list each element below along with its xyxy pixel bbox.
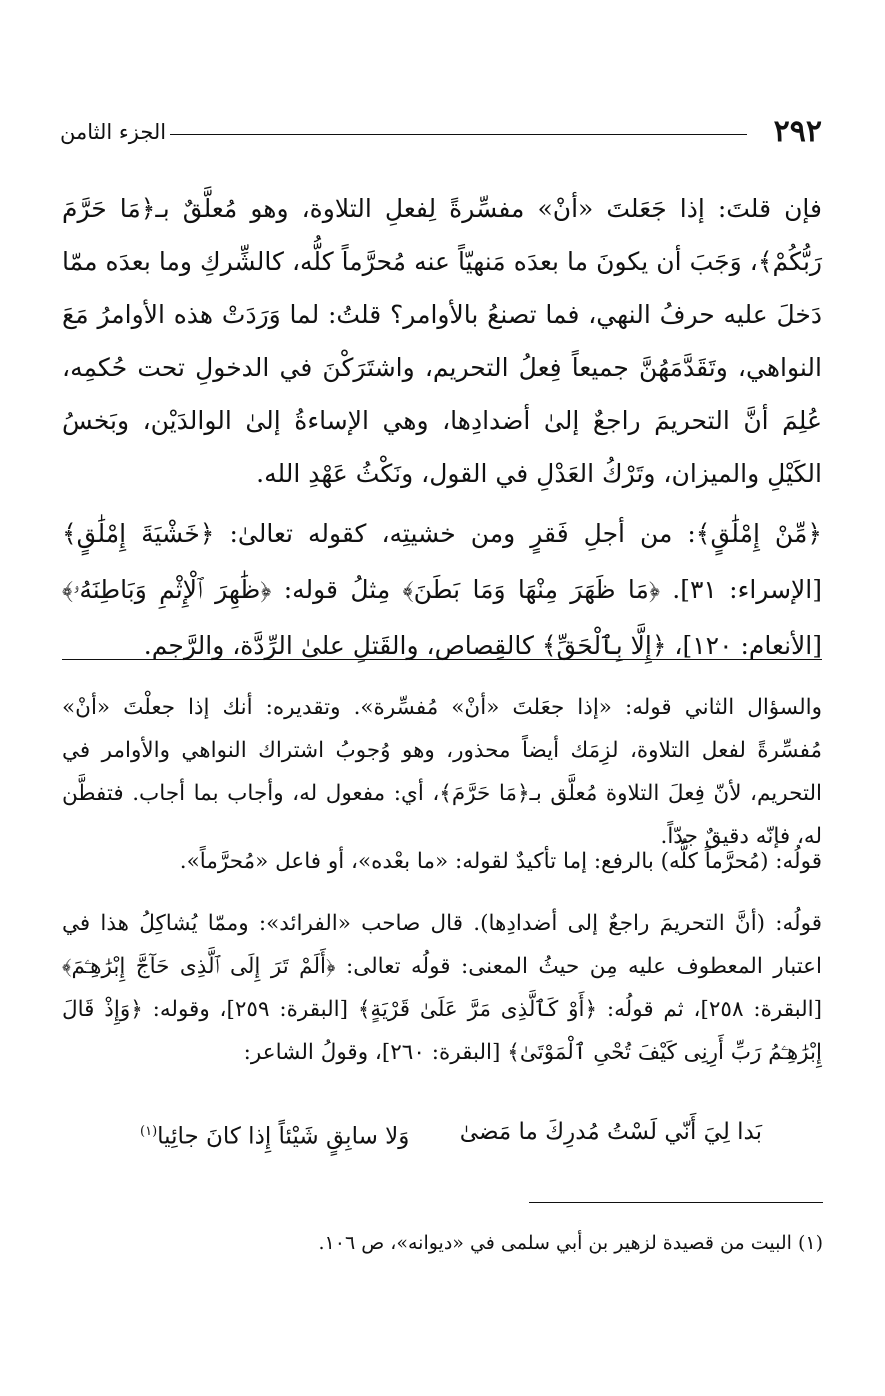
footnote-rule xyxy=(529,1202,823,1203)
verse-first-hemistich: بَدا لِيَ أَنّي لَسْتُ مُدرِكَ ما مَضىٰ xyxy=(459,1119,762,1145)
footnote xyxy=(63,1224,823,1262)
explanation-paragraph-1: والسؤال الثاني قوله: «إذا جعَلتَ «أنْ» مُفسِّرة». وتقديره: أنك إذا جعلْتَ «أنْ» مُفسِّرةً لفعل التلاوة، لزِمَك أيضاً محذور، وهو وُجوبُ اشتراك النواهي والأوامر في التحريم، لأنّ فِعلَ التلاوة مُعلَّق بـ﴿مَا حَرَّمَ﴾، أي: مفعول له، وأجاب بما أجاب. فتفطَّن له، فإنّه دقيقٌ جدّاً. xyxy=(62,695,822,849)
running-head: الجزء الثامن xyxy=(60,120,167,144)
explanation-block-2 xyxy=(62,840,822,883)
page-header xyxy=(60,112,822,152)
gloss-section xyxy=(62,506,822,674)
verse-second-hemistich xyxy=(140,1112,409,1157)
verse-second-hemistich-text: وَلا سابِقٍ شَيْئاً إِذا كانَ جائِيا xyxy=(157,1123,410,1150)
explanation-block-1 xyxy=(62,686,822,858)
commentary-paragraph: فإن قلتَ: إذا جَعَلتَ «أنْ» مفسِّرةً لِفعلِ التلاوة، وهو مُعلَّقٌ بـ﴿مَا حَرَّمَ رَبُّكُمْ﴾، وَجَبَ أن يكونَ ما بعدَه مَنهيّاً عنه مُحرَّماً كلُّه، كالشِّركِ وما بعدَه ممّا دَخلَ عليه حرفُ النهي، فما تصنعُ بالأوامر؟ قلتُ: لما وَرَدَتْ هذه الأوامرُ مَعَ النواهي، وتَقَدَّمَهُنَّ جميعاً فِعلُ التحريم، واشتَرَكْنَ في الدخولِ تحت حُكمِه، عُلِمَ أنَّ التحريمَ راجعٌ إلىٰ أضدادِها، وهي الإساءةُ إلىٰ الوالدَيْن، وبَخسُ الكَيْلِ والميزان، وتَرْكُ العَدْلِ في القول، ونَكْثُ عَهْدِ الله. xyxy=(62,194,822,488)
poetry-verse xyxy=(140,1112,762,1152)
section-divider xyxy=(62,659,822,660)
explanation-block-3 xyxy=(62,902,822,1074)
footnote-text: (١) البيت من قصيدة لزهير بن أبي سلمى في «ديوانه»، ص ١٠٦. xyxy=(318,1232,823,1254)
explanation-paragraph-2: قولُه: (مُحرَّماً كلُّه) بالرفع: إما تأكيدٌ لقوله: «ما بعْده»، أو فاعل «مُحرَّماً». xyxy=(179,849,822,874)
commentary-section xyxy=(62,182,822,500)
header-rule xyxy=(170,134,747,135)
gloss-paragraph: ﴿مِّنْ إِمْلَٰقٍ﴾: من أجلِ فَقرٍ ومن خشيتِه، كقوله تعالىٰ: ﴿خَشْيَةَ إِمْلَٰقٍ﴾ [الإسراء: ٣١]. ﴿مَا ظَهَرَ مِنْهَا وَمَا بَطَنَ﴾ مِثلُ قوله: ﴿ظَٰهِرَ ٱلْإِثْمِ وَبَاطِنَهُۥ﴾ [الأنعام: ١٢٠]، ﴿إِلَّا بِٱلْحَقِّ﴾ كالقِصاص، والقَتلِ علىٰ الرِّدَّة، والرَّجم. xyxy=(62,519,822,660)
explanation-paragraph-3: قولُه: (أنَّ التحريمَ راجعٌ إلى أضدادِها). قال صاحب «الفرائد»: وممّا يُشاكِلُ هذا في اعتبار المعطوف عليه مِن حيثُ المعنى: قولُه تعالى: ﴿أَلَمْ تَرَ إِلَى ٱلَّذِى حَآجَّ إِبْرَٰهِـۧمَ﴾ [البقرة: ٢٥٨]، ثم قولُه: ﴿أَوْ كَٱلَّذِى مَرَّ عَلَىٰ قَرْيَةٍ﴾ [البقرة: ٢٥٩]، وقوله: ﴿وَإِذْ قَالَ إِبْرَٰهِـۧمُ رَبِّ أَرِنِى كَيْفَ تُحْىِ ٱلْمَوْتَىٰ﴾ [البقرة: ٢٦٠]، وقولُ الشاعر: xyxy=(62,911,823,1065)
footnote-marker: (١) xyxy=(140,1124,158,1139)
page-number: ٢٩٢ xyxy=(773,114,822,149)
